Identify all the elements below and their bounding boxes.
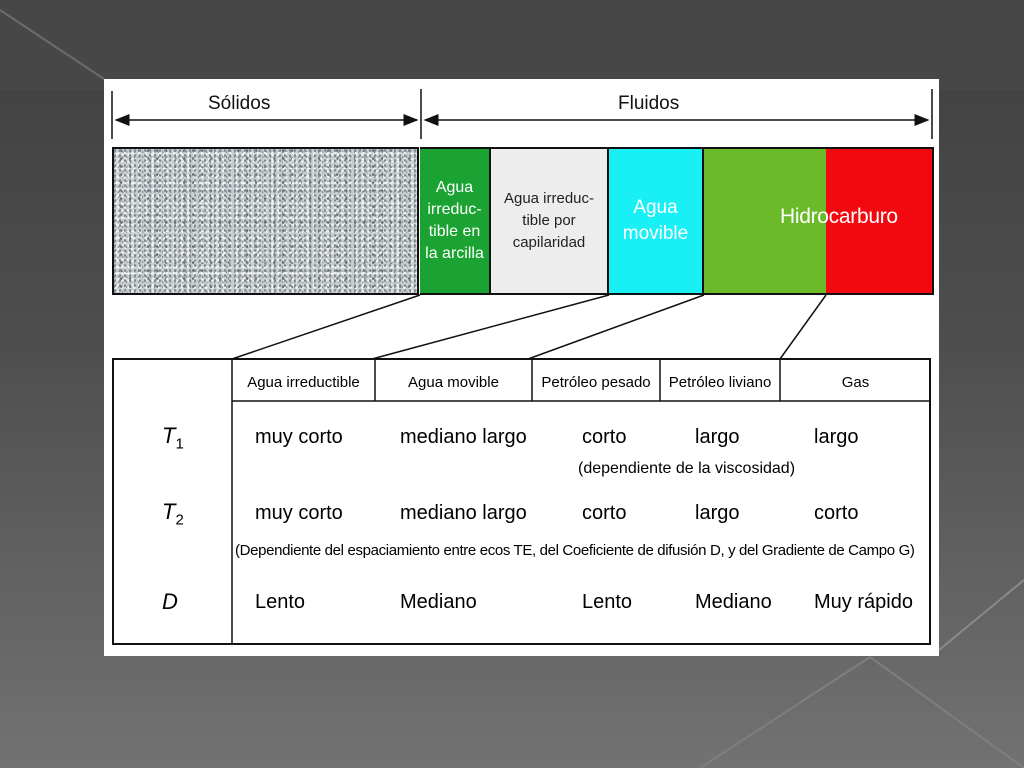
d-movable-water: Mediano (400, 591, 477, 613)
clay-water-line-3: tible en (428, 223, 481, 240)
clay-bound-water-block (420, 147, 491, 295)
col-header-heavy-oil: Petróleo pesado (541, 373, 651, 391)
t2-irreducible-water: muy corto (255, 502, 343, 524)
col-header-light-oil: Petróleo liviano (668, 373, 772, 391)
clay-water-line-2: irreduc- (427, 201, 482, 218)
t2-gas: corto (814, 502, 859, 524)
col-header-irreducible-water: Agua irreductible (247, 373, 360, 391)
t1-heavy-oil: corto (582, 426, 627, 448)
t2-heavy-oil: corto (582, 502, 627, 524)
t1-gas: largo (814, 426, 859, 448)
movable-water-line-2: movible (622, 223, 689, 244)
t1-irreducible-water: muy corto (255, 426, 343, 448)
d-heavy-oil: Lento (582, 591, 633, 613)
capillary-bound-water-block (491, 147, 609, 295)
row-label-d: D (162, 589, 178, 614)
t2-note: (Dependiente del espaciamiento entre ecos TE, del Coeficiente de difusión D, y del Gradiente de Campo G) (235, 542, 915, 559)
d-light-oil: Mediano (695, 591, 772, 613)
t2-movable-water: mediano largo (400, 502, 527, 524)
solids-rock-block (112, 147, 419, 295)
row-label-t2: $T_2$ (162, 499, 184, 529)
t1-note: (dependiente de la viscosidad) (578, 460, 796, 477)
t1-light-oil: largo (695, 426, 740, 448)
clay-water-line-4: la arcilla (425, 245, 484, 262)
col-header-movable-water: Agua movible (408, 373, 499, 391)
col-header-gas: Gas (841, 373, 870, 391)
capillary-water-line-1: Agua irreduc- (503, 190, 595, 207)
t1-movable-water: mediano largo (400, 426, 527, 448)
t2-light-oil: largo (695, 502, 740, 524)
d-gas: Muy rápido (814, 591, 913, 613)
d-irreducible-water: Lento (255, 591, 306, 613)
row-label-t1: $T_1$ (162, 423, 184, 453)
capillary-water-line-2: tible por (522, 212, 576, 229)
movable-water-line-1: Agua (633, 197, 678, 218)
fluids-label: Fluidos (618, 93, 680, 114)
clay-water-line-1: Agua (435, 179, 474, 196)
hydrocarbon-label: Hidrocarburo (780, 205, 898, 228)
nmr-fluid-diagram (104, 79, 939, 656)
solids-label: Sólidos (208, 93, 271, 114)
movable-water-block (609, 147, 704, 295)
capillary-water-line-3: capilaridad (512, 234, 586, 251)
